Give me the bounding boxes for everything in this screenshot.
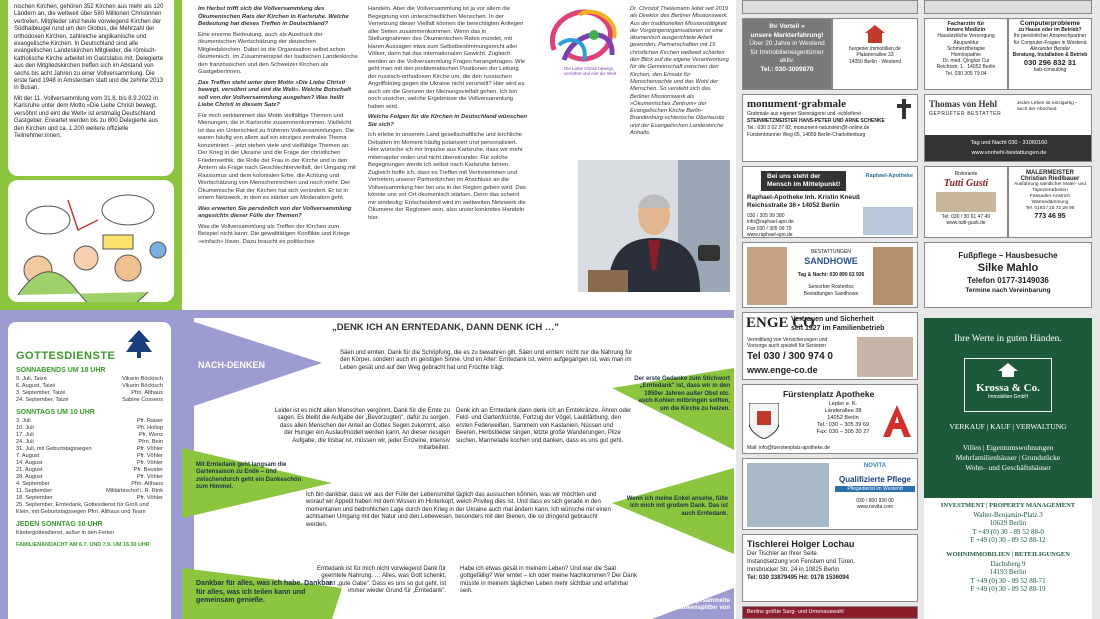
computer-line: Ihr persönlicher Ansprechpartner [1013, 33, 1087, 40]
engeco-logo: ENGE CO [746, 315, 815, 331]
gottesdienste-title: GOTTESDIENSTE [16, 350, 116, 362]
green-quote-2: Mit Erntedank geht langsam die Gartensaison zu Ende – und zwischendurch geht ein Dankeschön zum Himmel. [196, 462, 302, 491]
interview-answer: Handeln. Aber die Vollversammlung ist ja vor allem die Begegnung von unterschiedlichen Menschen. In der Vernetzung dieser Vielfalt können die berechtigten Anliegen aller Seiten zusammenkommen. Wenn das in Stellungnahmen des Ökumenischen Rates mündet, mit klaren Aussagen etwa zum Selbstbestimmungsrecht aller Völker, dann hat das internationalen Gewicht. Zugleich werden an die Vollversammlung Fragen herangetragen. Wie geht man mit den problematischen Positionen der Leitung der russisch-orthodoxen Kirche um, die den russischen Angriffskrieg gegen die Ukraine nicht verurteilt? Hier wird es auch um die Grenzen der Meinungsvielfalt gehen. Ich bin noch unsicher, welche Ergebnisse die Vollversammlung haben wird. [368, 6, 526, 110]
service-date: 21. August [16, 467, 43, 473]
krossa-address-head: WOHNIMMOBILIEN | BETEILIGUNGEN [946, 550, 1070, 558]
lochau-line: Instandsetzung von Fenstern und Türen. [747, 559, 855, 565]
raphael-slogan [761, 171, 846, 191]
service-row [16, 432, 163, 439]
krossa-slogan: Ihre Werte in guten Händen. [954, 334, 1062, 344]
novita-subtitle: Pflegedienst im Westend [835, 486, 915, 492]
raphael-logo: Raphael-Apotheke [865, 173, 913, 179]
interview-question: Was erwarten Sie persönlich von der Vollversammlung angesichts dieser Fülle der Themen? [198, 205, 352, 219]
raphael-contacts [747, 213, 857, 238]
service-row [16, 397, 163, 404]
vorteil-phone: Tel.: 030-3009870 [760, 65, 814, 73]
service-pastor: Pfr. Wenz [138, 432, 163, 438]
service-pastor: Pfr. Beuster [133, 467, 163, 473]
left-paragraph: nischen Kirchen, gehören 352 Kirchen aus mehr als 120 Ländern an, die weltweit über 580 Millionen Christinnen vertreten. Mitglieder sind heute vorwiegend Kirchen der Südhalbkugel rund um den Globus, die Mehrzahl der orthodoxen Kirchen, zahlreiche anglikanische und evangelische Kirchen. In Deutschland sind alle evangelischen Landeskirchen Mitglieder, die römisch-katholische Kirche arbeitet im Gaststatus mit. Delegierte aus den Mitgliedskirchen treffen sich im Abstand von sechs bis acht Jahren zu einer Vollversammlung. Die erste fand 1948 in Amsterdam statt und die zehnte 2013 in Busan. [14, 4, 164, 92]
vorteil-line: Über 20 Jahre in Westend [749, 40, 825, 47]
maler-line: MALERMEISTER [1026, 170, 1074, 176]
krossa-name: Krossa & Co. [976, 382, 1040, 394]
maler-phone: 773 46 95 [1034, 213, 1066, 220]
hehl-web: www.vonhehl-bestattungen.de [971, 150, 1047, 156]
monument-line: Tel.: 030 3 02 27 82, monument-naturstein@t-online.de [747, 125, 870, 131]
interview-question: Das Treffen steht unter dem Motto »Die Liebe Christi bewegt, versöhnt und eint die Welt«. Welche Botschaft soll von der Vollversammlung ausgehen? Was heißt Liebe Christi in diesem Satz? [198, 79, 351, 108]
facharzt-line: Homöopathie [951, 52, 981, 59]
ad-strip-top-left [742, 0, 918, 14]
engeco-phone: Tel 030 / 300 974 0 [747, 351, 833, 362]
ad-fuegener [832, 18, 918, 90]
novita-text [835, 463, 915, 510]
novita-title: Qualifizierte Pflege [838, 475, 912, 484]
facharzt-line: Tel. 030 305 79 04 [945, 70, 987, 77]
novita-phone: 030 / 800 930 00 [856, 498, 894, 504]
green-quote-3: Wenn ich meine Enkel ansehe, fülle ich mich mit großem Dank. Das ist auch Erntedank. [626, 496, 728, 517]
krossa-addresses [924, 498, 1092, 619]
engeco-photo [857, 337, 913, 377]
vorteil-line: aktiv. [779, 57, 795, 64]
service-pastor: Pfr. Vöhler [136, 460, 163, 466]
lilac-note: Eingesammelte Gedankensplitter von [668, 598, 730, 612]
sandhowe-phone: Tag & Nacht: 030 890 63 936 [797, 271, 865, 278]
novita-web: www.novita.com [856, 504, 894, 510]
interview-answer: Eine enorme Bedeutung, auch als Ausdruck der ökumenischen Wertschätzung der deutschen Mitgliedskirchen. Dabei ist die Organisation selbst schon ökumenisch. Im Zusammenspiel der badischen Landeskirche den französischen und den Schweizer Kirchen als Gastgeberinnen. [198, 31, 358, 75]
interview-answer: Was die Vollversammlung als Treffen der Kirchen zum Beispiel nicht kann: Die gewalttätigen Konflikte und Kriege »einfach« lösen. Dazu braucht es politisches [198, 223, 350, 245]
engeco-slogan: seit 1927 im Familienbetrieb [791, 325, 885, 332]
cross-icon [897, 99, 911, 119]
computer-phone: 030 296 832 31 [1023, 58, 1077, 68]
service-date: 7. August [16, 453, 40, 459]
tutti-line: Ristorante [954, 171, 978, 177]
reflection-2: Denk ich an Erntedank dann denk ich an Erntekränze, Ähren oder Feld- und Gartenfrüchte, Fortzug der Vögel, Laubfärbung, den ersten Federweißen, Sammeln von Kastanien, Nüssen und Beeren, Herbstlieder singen, letzte große Wanderungen, Pilze suchen, Marmelade kochen und danken, dass es uns gut geht. [456, 408, 632, 444]
krossa-fax: F +49 (0) 30 - 89 52 88-12 [970, 536, 1046, 545]
engeco-desc [747, 337, 827, 349]
left-paragraph: Mit der 11. Vollversammlung vom 31.8. bis 8.9.2022 in Karlsruhe unter dem Motto »Die Liebe Christi bewegt, versöhnt und eint die Welt« ist erstmalig Deutschland Gastgeber. Erwartet werden bis zu 800 Delegierte aus den Kirchen und ca. 1.200 weitere offizielle Teilnehmer:innen. [14, 95, 159, 139]
service-date: 18. September [16, 495, 53, 501]
fuersten-line: 14052 Berlin [827, 415, 859, 421]
service-row [16, 460, 163, 467]
service-row [16, 376, 163, 383]
ad-tutti [924, 166, 1008, 238]
intro-text: Säen und ernten: Dank für die Schöpfung, die es zu bewahren gilt. Säen und ernten: nicht nur die Nahrung für den Körper, sondern auch im geistigen Sinne. Und im Alter: Erntedank ist, wenn aufgegangen ist, was man im Leben gesät und auf den Weg gebracht hat und Früchte trägt. [340, 350, 633, 371]
facharzt-line: Reichsstr. 1 · 14052 Berlin [936, 64, 996, 71]
ad-krossa [924, 318, 1092, 619]
reflection-4: Erntedank ist für mich nicht vorwiegend Dank für geerntete Nahrung. … Alles, was Gott schenkt, ist „gute Gabe". Dass es uns so gut geht, ist immer wieder Grund für „Erntedank". [316, 566, 446, 595]
service-date: 14. August [16, 460, 43, 466]
reflection-1: Leider ist es nicht allen Menschen vergönnt, Dank für die Ernte zu sagen. Es bleibt die Aufgabe der „Bevorzugten", dafür zu sorgen, dass allen Menschen der Anteil an Gottes Segen zukommt, also der Hunger ein Auslaufmodell werden kann. An dieser riesigen Aufgabe, die lösbar ist, müssen wir, jeder Einzelne, intensiv mitarbeiten. [274, 408, 450, 452]
mahlo-phone: Telefon 0177-3149036 [967, 276, 1049, 285]
lochau-phone: Tel: 030 33879495 Hd: 0178 1536094 [747, 575, 849, 581]
raphael-address: Reichsstraße 36 • 14052 Berlin [747, 202, 840, 209]
facharzt-line: Hausärztliche Versorgung [937, 33, 995, 40]
reflection-3: Ich bin dankbar, dass wir aus der Fülle der Lebensmittel täglich das aussuchen können, was wir möchten und worauf wir Appetit haben mit dem Wissen im Hinterkopf, welch Privileg dies ist. Und dass es sich gerade in den momentanen und bedrohlichen Lage durch den Krieg in der Ukraine auch mal ändern kann. Ich wünsche mir einen achtsamen Umgang mit der Natur und den Lebewesen, besonders mit den Bienen, die so dringend gebraucht werden. [306, 492, 611, 528]
computer-line: zu Hause oder im Betrieb? [1018, 27, 1082, 34]
fuegener-line: 14050 Berlin · Westend [848, 58, 902, 65]
hehl-footer [925, 135, 1092, 162]
engeco-web: www.enge-co.de [747, 365, 818, 375]
facharzt-line: Dr. med. Qingluo Cui [942, 58, 990, 65]
sandhowe-name: SANDHOWE [804, 255, 858, 266]
service-pastor: Pfr. Vöhler [136, 446, 163, 452]
maler-line: Fassaden-Anstrich [1030, 194, 1070, 199]
raphael-line: Fax 030 / 305 99 79 [747, 225, 792, 232]
service-pastor: Vikarin Böckisch [122, 383, 163, 389]
maler-line: Tel. 0163 / 25 72 26 95 [1025, 206, 1075, 211]
ad-maler [1008, 166, 1092, 238]
green-quote-4: Dankbar für alles, was ich habe. Dankbar für alles, was ich teilen kann und gemeinsam genieße. [196, 580, 333, 605]
lochau-line: Der Tischler an Ihrer Seite. [747, 551, 819, 557]
krossa-type: Wohn– und Geschäftshäuser [965, 463, 1051, 472]
monument-line: Grabmale aus eigener Steinsägerei und -schleiferei [747, 111, 861, 117]
interview-question: Im Herbst trifft sich die Vollversammlung des Ökumenischen Rats der Kirchen in Karlsruhe. Welche Bedeutung hat dieses Treffen in Deutschland? [198, 6, 349, 27]
service-pastor: Pfr. Vöhler [136, 495, 163, 501]
sandhowe-line: Bestattungen Sandhowe [803, 290, 859, 297]
facharzt-line: Facharztin für [947, 21, 985, 27]
family-devotion: FAMILIENANDACHT AM 6.7. UND 7.9. UM 16.30 UHR [16, 542, 150, 548]
ad-sandhowe [742, 242, 918, 308]
service-date: 28. August [16, 474, 43, 480]
interview-question: Welche Folgen für die Kirchen in Deutschland wünschen Sie sich? [368, 114, 527, 128]
novita-logo: NOVITA [863, 463, 887, 469]
engeco-line: Vorsorge auch speziell für Senioren [747, 343, 826, 350]
ad-berlins: Berlins größte Sarg- und Urnenauswahl [742, 606, 918, 619]
service-row [16, 467, 163, 474]
krossa-address: Dachsberg 9 [990, 559, 1026, 568]
tutti-web: www.tutti-gusti.de [946, 220, 986, 226]
fuegener-line: fuegener.immobilien.de [849, 45, 901, 52]
tree-icon [126, 330, 152, 358]
service-date: 4. September [16, 481, 50, 487]
fuersten-line: Tel.: 030 – 305 39 69 [816, 422, 870, 428]
portrait-photo [578, 160, 730, 292]
ad-facharzt [924, 18, 1008, 90]
service-date: 3. Juli [16, 418, 31, 424]
facharzt-line: Innere Medizin [946, 27, 986, 34]
service-pastor: Pfrn. Althaus [131, 481, 163, 487]
sandhowe-line: Seniorber Rostenlos [808, 284, 854, 290]
service-date: 24. September, Taizé [16, 397, 69, 403]
ad-novita [742, 458, 918, 530]
mahlo-hours: Termine nach Vereinbarung [965, 287, 1051, 294]
service-pastor: Pfrn. Bein [138, 439, 163, 445]
service-date: 3. September, Taizé [16, 390, 66, 396]
service-date: 9. Juli, Taizé [16, 376, 47, 382]
maler-line: Ausführung sämtlicher Maler- und Tapezierarbeiten [1014, 182, 1086, 193]
cartoon-illustration [8, 180, 174, 302]
service-date: 10. Juli [16, 425, 34, 431]
vorteil-line: Ihr Vorteil » [769, 23, 805, 30]
service-row [16, 481, 163, 488]
interview-article [196, 0, 736, 306]
ad-raphael [742, 166, 918, 238]
crest-icon [749, 403, 779, 439]
reflection-5: Habe ich etwas gesät in meinem Leben? Und war die Saat gottgefällig? Wer erntet – ich oder meine Nachkommen? Der Dank müsste in meinem täglichen Leben mehr sichtbar und erfahrbar sein. [460, 566, 637, 595]
engeco-line: Vermittlung von Versicherungen und [747, 337, 828, 343]
mahlo-line: Fußpflege – Hausbesuche [958, 251, 1058, 260]
mahlo-name: Silke Mahlo [977, 262, 1039, 274]
gottesdienste-box [8, 322, 171, 619]
krossa-subname: Immobilien GmbH [987, 394, 1028, 400]
maler-line: Wärmedämmung [1031, 200, 1069, 205]
service-date: 31. Juli, mit Geburtstagssegen [16, 446, 92, 452]
nachdenken-label: NACH-DENKEN [198, 360, 265, 370]
lochau-line: Innsbrucker Str. 24 in 10825 Berlin [747, 567, 840, 573]
service-pastor: Militärbischof i. R. Rink [106, 488, 163, 494]
sunday-heading: SONNTAGS UM 10 UHR [16, 409, 95, 416]
krossa-logo [964, 358, 1052, 412]
krossa-address: 14193 Berlin [989, 568, 1027, 577]
ad-mahlo [924, 242, 1092, 308]
service-row [16, 425, 163, 432]
service-date: 17. Juli [16, 432, 34, 438]
service-date: 6. August, Taizé [16, 383, 56, 389]
raphael-line: Mensch im Mittelpunkt! [767, 181, 841, 188]
computer-line: für Computer-Fragen in Westend [1013, 39, 1087, 46]
service-pastor: Pfr. Vöhler [136, 474, 163, 480]
krossa-address: Walter-Benjamin-Platz 3 [973, 510, 1043, 519]
sandhowe-photo-left [747, 247, 787, 305]
interview-answer: Für mich verklammert das Motto vielfältige Themen und Meinungen, die in Karlsruhe zusammenkommen. Vielleicht ist das ein Unterschied zu früheren Vollversammlungen. Die waren häufig von allem auf ein einziges zentrales Thema konzentriert – jetzt stehen viele und vielfältige Themen an: Der Krieg in der Ukraine und die Frage der christlichen Friedensethik, die Rolle der Frau in der Kirche und in den Ämtern als Frage nach Geschlechtervielfalt, der Umgang mit Rassismus und dem kolonialen Erbe, die Achtung und Wertschätzung von Menschenrechten und noch mehr. Der Ökumenische Rat der Kirchen hat sich verändert. Er ist in einem Netzwerk, in dem es stärker um Moderation geht. [198, 112, 356, 201]
service-row [16, 446, 163, 453]
krossa-phone: T +49 (0) 30 - 89 52 88-71 [970, 576, 1046, 585]
cartoon-drawing [8, 180, 174, 302]
service-row [16, 495, 163, 502]
facharzt-line: Akupunktur [953, 39, 979, 46]
tutti-name: Tutti Gusti [943, 177, 989, 189]
council-logo-text: Die Liebe Christi bewegt, versöhnt und eint die Welt [564, 66, 616, 76]
every-sunday-heading: JEDEN SONNTAG 10 UHR [16, 521, 103, 528]
raphael-line: 030 / 305 99 380 [747, 213, 785, 219]
fuersten-line: Fax: 030 – 305 30 27 [816, 429, 870, 435]
krossa-types [924, 443, 1092, 473]
service-row [16, 418, 163, 425]
service-pastor: Vikarin Böckisch [122, 376, 163, 382]
service-row [16, 383, 163, 390]
fuersten-line: Länderallee 38 [824, 408, 862, 414]
tutti-photo [936, 192, 996, 212]
engeco-slogan: Vertrauen und Sicherheit [791, 316, 874, 323]
krossa-address: 10629 Berlin [989, 519, 1027, 528]
fuersten-title: Fürstenplatz Apotheke [783, 389, 875, 399]
computer-line: Alexander Bender [1029, 45, 1071, 52]
krossa-roof-icon [998, 363, 1018, 377]
krossa-address-head: INVESTMENT | PROPERTY MANAGEMENT [940, 502, 1076, 509]
kids-service: Kindergottesdienst, außer in den Ferien [16, 530, 115, 536]
service-pastor: Pfrn. Althaus [131, 390, 163, 396]
krossa-type: Villen | Eigentumswohnungen [962, 443, 1054, 452]
monument-line: STEINMETZMEISTER HANS-PETER UND ARNE SCHENKE [747, 118, 885, 124]
ad-computer [1008, 18, 1092, 90]
article-column-1 [198, 6, 358, 249]
monument-title: monument·grabmale [747, 98, 846, 110]
lochau-title: Tischlerei Holger Lochau [747, 539, 855, 549]
facharzt-line: Schmerztherapie [947, 45, 985, 52]
vorteil-line: für Immobilieneigentümer [750, 48, 824, 56]
saturday-heading: SONNABENDS UM 18 UHR [16, 367, 106, 374]
raphael-line: info@raphael-apo.de [747, 219, 794, 226]
fuersten-line: Lepler e. K. [828, 401, 858, 407]
novita-photo [747, 463, 829, 527]
service-pastor: Sabine Cossens [122, 397, 163, 403]
hehl-slogan: Jedes Leben ist einzigartig – auch der Abschied. [1017, 101, 1078, 112]
raphael-photo [863, 207, 913, 235]
service-pastor: Pfr. Vöhler [136, 453, 163, 459]
hehl-name: Thomas von Hehl [929, 99, 998, 109]
green-quote-1: Der erste Gedanke zum Stichwort „Erntedank" ist, dass wir in den 1950er Jahren außer Obst etc. auch Kohlen mitbringen sollten, um die Kirche zu heizen. [634, 376, 730, 412]
nachdenken-title: „DENK ICH AN ERNTEDANK, DANN DENK ICH …" [332, 322, 559, 333]
service-pastor: Pfr. Raiser [136, 418, 163, 424]
left-article-end [8, 0, 174, 176]
raphael-line: www.raphael-apo.de [747, 232, 793, 238]
service-row [16, 390, 163, 397]
computer-line: bab-consulting [1033, 67, 1067, 74]
fuersten-mail: Mail: info@fuerstenplatz-apotheke.de [747, 445, 830, 451]
interview-answer: Ich erlebe in unserem Land gesellschaftliche und kirchliche Debatten im Moment häufig polarisiert und personalisiert. Hier wünsche ich mir Impulse aus Karlsruhe, dass wir mehr miteinander reden und nicht übereinander. Für solche Begegnungen werde ich selbst nach Karlsruhe fahren. Zugleich hoffe ich, dass es Treffen mit Vertreterinnen und Vertretern unserer Partnerkirchen im Anschluss an die Vollversammlung hier bei uns in der Region geben wird. Das könnte uns vor Ort ökumenisch stärken. Denn das scheint mir eindeutig: Entscheidend wird im weltweiten Netzwerk die Ökumene der Regionen sein, also unser konkretes Handeln hier. [368, 132, 526, 221]
service-date: 24. Juli [16, 439, 34, 445]
fuersten-address [803, 401, 883, 436]
ad-monument [742, 94, 918, 162]
article-column-2 [368, 6, 528, 225]
maler-line: Christian Riedlbauer [1020, 176, 1080, 182]
fuegener-line: Platanenallee 33 [856, 52, 894, 58]
hehl-phone: Tag und Nacht 030 - 31060160 [970, 140, 1048, 146]
monument-line: Fürstenbrunner Weg 65, 14059 Berlin-Charlottenburg [747, 132, 866, 138]
hehl-subtitle: GEPRÜFTER BESTATTER [929, 111, 1002, 117]
krossa-fax: F +49 (0) 30 - 89 52 88-19 [970, 585, 1046, 594]
service-row [16, 474, 163, 481]
tutti-phone: Tel: 030 / 30 61 47 49 [941, 213, 991, 220]
service-row [16, 439, 163, 446]
sandhowe-line: BESTATTUNGEN [811, 249, 851, 255]
ad-fuerstenplatz [742, 384, 918, 454]
pharmacy-a-icon [883, 405, 911, 437]
krossa-phone: T +49 (0) 30 - 89 52 88-0 [972, 527, 1044, 536]
ad-lochau [742, 534, 918, 602]
service-extra: 25. September, Erntedank, Gottesdienst für Groß und Klein, mit Geburtstagssegen Pfrn. Althaus und Team [16, 502, 149, 515]
ad-vorteil [742, 18, 832, 90]
computer-line: Beratung, Installation & Betrieb [1012, 52, 1088, 59]
ad-hehl [924, 94, 1092, 162]
raphael-owner: Raphael-Apotheke Inh. Kristin Kneuß [747, 194, 860, 201]
service-date: 11. September [16, 488, 53, 494]
ad-engeco [742, 312, 918, 380]
portrait-illustration [578, 160, 730, 292]
service-row [16, 488, 163, 495]
council-logo [534, 0, 630, 90]
sandhowe-photo-right [873, 247, 913, 305]
bio-text: Dr. Christof Theilemann leitet seit 2019 als Direktor des Berliner Missionswerk. Aus der traditionellen Missionstätigkeit der Vorgängerorganisationen ist eine ökumenisch ausgerichtete Arbeit geworden. Partnerschaften mit 15 christlichen Kirchen weltweit schärfen den Blick auf die eigene Verantwortung für die Gemeinschaft zwischen den Kirchen, den Einsatz für Menschenrechte und das Wohl der Menschen. So versteht sich das Berliner Missionswerk als »Ökumenisches Zentrum« der Evangelischen Kirche Berlin-Brandenburg-schlesische Oberlausitz und der Evangelischen Landeskirche Anhalts. [630, 6, 729, 137]
ad-strip-top-right [924, 0, 1092, 14]
raphael-line: Bei uns steht der [767, 173, 821, 180]
computer-line: Computerprobleme [1020, 20, 1080, 27]
krossa-type: Mehrfamilienhäuser | Grundstücke [955, 453, 1061, 462]
service-row [16, 453, 163, 460]
house-logo-icon [865, 25, 885, 43]
vorteil-line: unsere Markterfahrung! [750, 31, 824, 39]
service-pastor: Pfr. Hollop [137, 425, 163, 431]
krossa-services: VERKAUF | KAUF | VERWALTUNG [949, 422, 1067, 431]
sandhowe-text [791, 249, 871, 297]
